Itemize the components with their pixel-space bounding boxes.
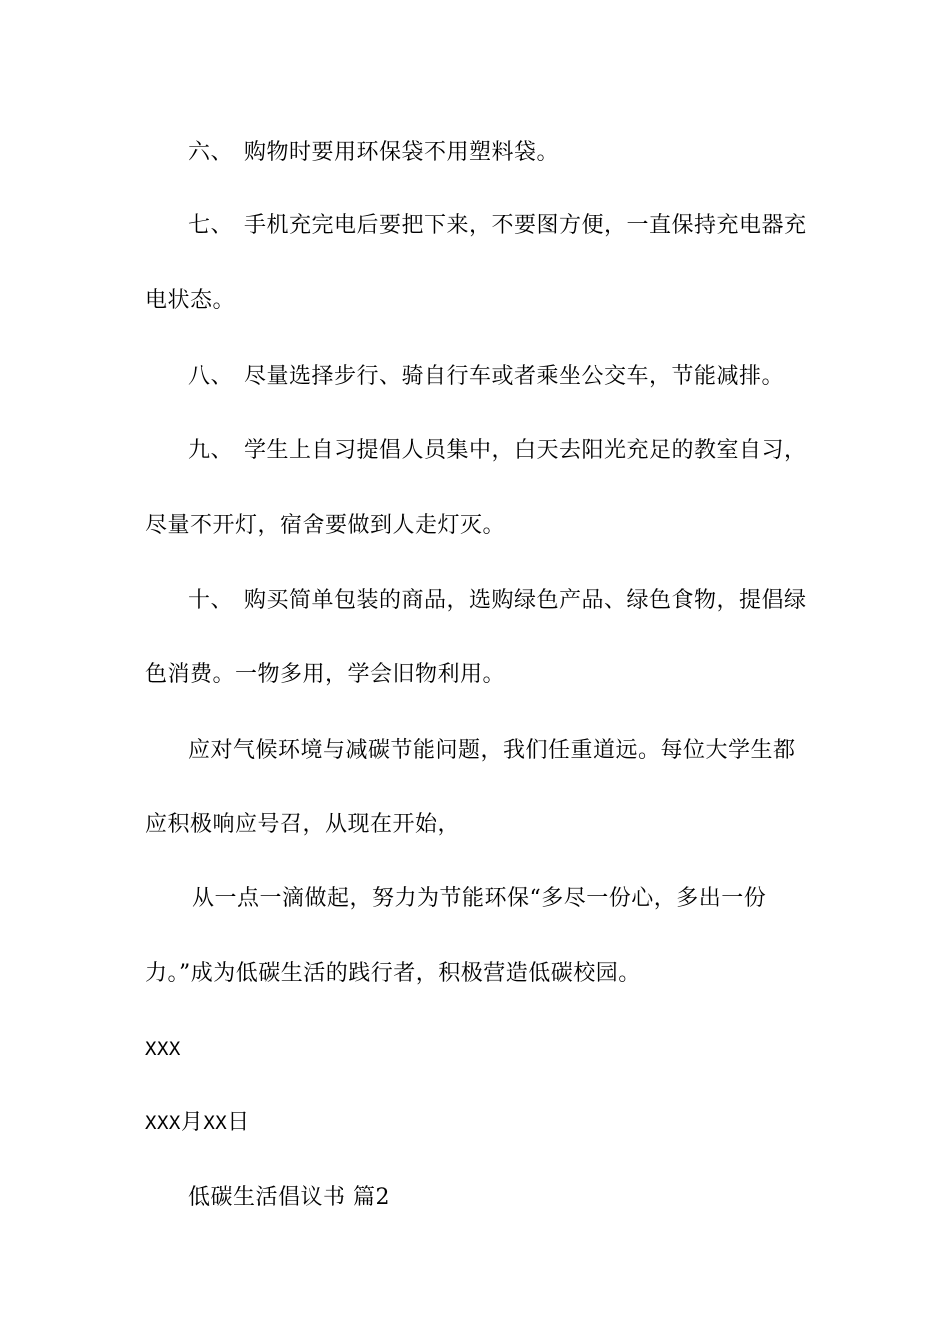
item-text: 尽量选择步行、骑自行车或者乘坐公交车，节能减排。 <box>244 364 785 389</box>
item-nine-continuation: 尽量不开灯，宿舍要做到人走灯灭。 <box>145 513 506 538</box>
paragraph-line: 从一点一滴做起，努力为节能环保“多尽一份心，多出一份 <box>192 886 767 911</box>
paragraph-line: 应积极响应号召，从现在开始， <box>145 812 461 837</box>
item-eight <box>188 362 784 392</box>
date-month-label: 月 <box>180 1110 204 1135</box>
item-number: 八、 <box>188 364 234 389</box>
item-six <box>188 138 559 168</box>
paragraph-line: 应对气候环境与减碳节能问题，我们任重道远。每位大学生都 <box>188 738 796 763</box>
date-year: XXX <box>145 1112 181 1134</box>
date-day-label: 日 <box>227 1110 250 1135</box>
item-text: 购买简单包装的商品，选购绿色产品、绿色食物，提倡绿 <box>244 588 807 613</box>
item-seven <box>188 211 807 241</box>
date-line <box>145 1108 250 1138</box>
paragraph-line: 力。”成为低碳生活的践行者，积极营造低碳校园。 <box>145 961 641 986</box>
next-section-title: 低碳生活倡议书 篇2 <box>188 1185 390 1210</box>
item-number: 七、 <box>188 213 234 238</box>
date-day: XX <box>203 1112 228 1134</box>
item-number: 九、 <box>188 438 234 463</box>
item-number: 十、 <box>188 588 234 613</box>
item-ten-continuation: 色消费。一物多用，学会旧物利用。 <box>145 662 506 687</box>
signature: XXX <box>145 1038 181 1060</box>
item-text: 购物时要用环保袋不用塑料袋。 <box>244 140 560 165</box>
item-seven-continuation: 电状态。 <box>145 288 236 313</box>
item-text: 手机充完电后要把下来，不要图方便，一直保持充电器充 <box>244 213 807 238</box>
item-ten <box>188 586 807 616</box>
item-text: 学生上自习提倡人员集中，白天去阳光充足的教室自习， <box>244 438 807 463</box>
item-number: 六、 <box>188 140 234 165</box>
item-nine <box>188 436 807 466</box>
